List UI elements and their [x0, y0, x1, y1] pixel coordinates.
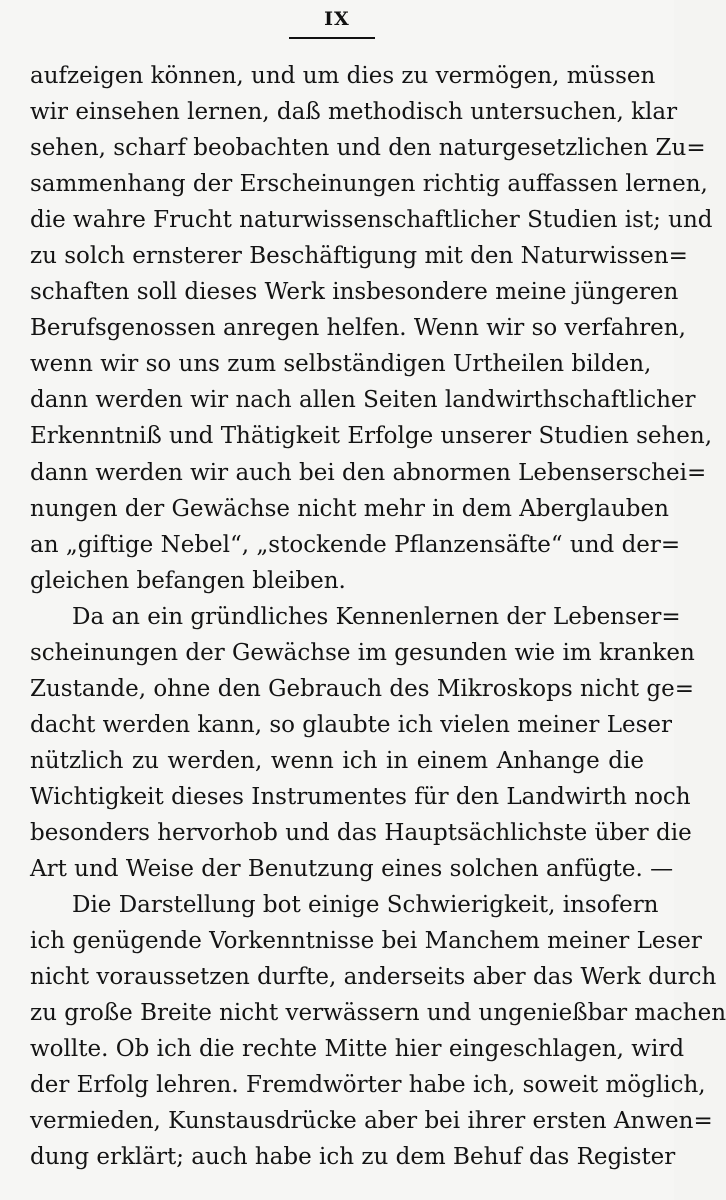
text-line: dacht werden kann, so glaubte ich vielen meiner Leser [30, 711, 673, 738]
text-line: Zustande, ohne den Gebrauch des Mikroskops nicht ge= [30, 675, 694, 702]
text-line: nicht voraussetzen durfte, anderseits aber das Werk durch [30, 964, 717, 991]
text-line: sehen, scharf beobachten und den naturgesetzlichen Zu= [30, 135, 706, 162]
text-line: besonders hervorhob und das Hauptsächlichste über die [30, 819, 692, 846]
text-line: nungen der Gewächse nicht mehr in dem Aberglauben [30, 495, 669, 522]
text-line: dann werden wir auch bei den abnormen Lebenserschei= [30, 459, 707, 486]
text-line: der Erfolg lehren. Fremdwörter habe ich, soweit möglich, [30, 1072, 706, 1099]
text-line: wir einsehen lernen, daß methodisch untersuchen, klar [30, 99, 678, 126]
text-line: nützlich zu werden, wenn ich in einem Anhange die [30, 747, 644, 774]
paragraph-end-line: Art und Weise der Benutzung eines solchen anfügte. — [30, 856, 674, 883]
text-line: wenn wir so uns zum selbständigen Urtheilen bilden, [30, 351, 652, 378]
text-line: Berufsgenossen anregen helfen. Wenn wir so verfahren, [30, 315, 686, 342]
paragraph-end-line: gleichen befangen bleiben. [30, 567, 346, 594]
text-line: scheinungen der Gewächse im gesunden wie im kranken [30, 639, 695, 666]
text-line: Wichtigkeit dieses Instrumentes für den Landwirth noch [30, 783, 691, 810]
body-text [30, 58, 726, 1175]
text-line: wollte. Ob ich die rechte Mitte hier eingeschlagen, wird [30, 1036, 685, 1063]
text-line: Erkenntniß und Thätigkeit Erfolge unserer Studien sehen, [30, 423, 713, 450]
text-line: zu solch ernsterer Beschäftigung mit den Naturwissen= [30, 243, 688, 270]
text-line: ich genügende Vorkenntnisse bei Manchem meiner Leser [30, 928, 702, 955]
text-line: schaften soll dieses Werk insbesondere meine jüngeren [30, 279, 679, 306]
text-line: zu große Breite nicht verwässern und ungenießbar machen [30, 1000, 726, 1027]
text-line: die wahre Frucht naturwissenschaftlicher Studien ist; und [30, 207, 713, 234]
text-line: dann werden wir nach allen Seiten landwirthschaftlicher [30, 387, 696, 414]
page-number: IX [324, 8, 350, 30]
text-line: dung erklärt; auch habe ich zu dem Behuf das Register [30, 1144, 676, 1171]
text-line: sammenhang der Erscheinungen richtig auffassen lernen, [30, 171, 708, 198]
paragraph-start-line: Die Darstellung bot einige Schwierigkeit, insofern [72, 892, 659, 919]
header-rule [289, 37, 375, 39]
paragraph-start-line: Da an ein gründliches Kennenlernen der Lebenser= [72, 603, 681, 630]
text-line: an „giftige Nebel“, „stockende Pflanzensäfte“ und der= [30, 531, 681, 558]
text-line: vermieden, Kunstausdrücke aber bei ihrer ersten Anwen= [30, 1108, 713, 1135]
text-line: aufzeigen können, und um dies zu vermögen, müssen [30, 63, 656, 89]
